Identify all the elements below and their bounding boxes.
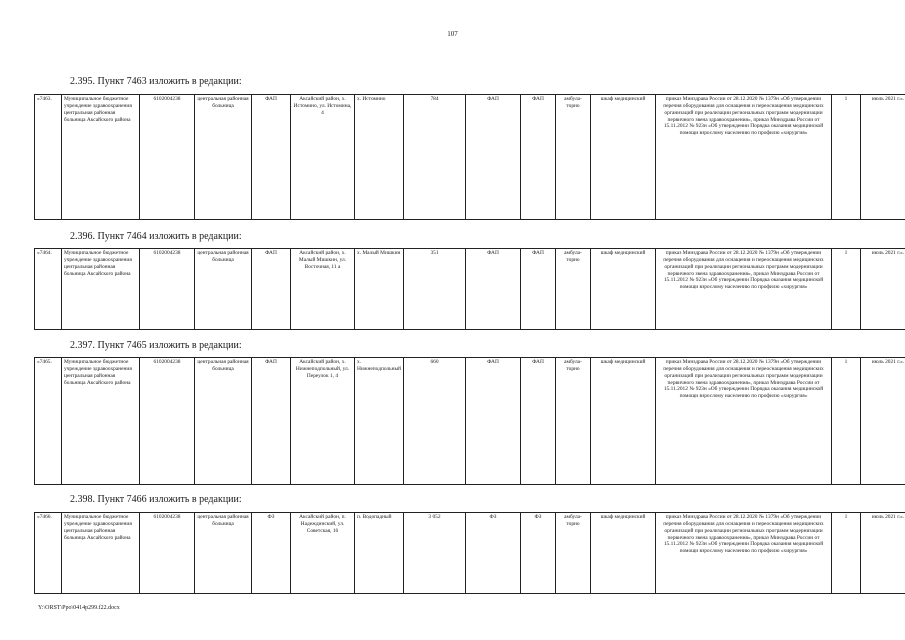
row-number: «7466.: [35, 513, 62, 594]
footer-file-path: Y:\ORST\Ppo\0414p299.f22.docx: [38, 605, 120, 611]
facility-type: ФЗ: [252, 513, 291, 594]
department: центральная районная больница: [195, 358, 252, 485]
legal-document: приказ Минздрава России от 28.12.2020 № 1379н «Об утверждении перечня оборудования для оснащения и переоснащения медицинских организаций при реализации региональных программ модернизации первичного звена здравоохранения», приказ Минздрава России от 15.11.2012 № 923н «Об утверждении Порядка оказания медицинской помощи взрослому населению по профилю «хирургия»: [656, 95, 832, 220]
locality: х. Нижнеподпольный: [355, 358, 404, 485]
quantity: 1: [832, 95, 861, 220]
current-facility: ФАП: [466, 358, 521, 485]
facility-type: ФАП: [252, 249, 291, 330]
current-facility: ФАП: [466, 95, 521, 220]
planned-facility: ФАП: [521, 358, 556, 485]
data-table: [34, 357, 905, 485]
inn: 6102004238: [140, 513, 195, 594]
date: июль 2021 г.».: [861, 358, 905, 485]
address: Аксайский район, х. Малый Мишкин, ул. Восточная, 11 а: [291, 249, 355, 330]
data-table: [34, 512, 905, 594]
equipment: шкаф медицинский: [591, 358, 656, 485]
population: 351: [404, 249, 466, 330]
quantity: 1: [832, 513, 861, 594]
department: центральная районная больница: [195, 95, 252, 220]
date: июль 2021 г.».: [861, 513, 905, 594]
date: июль 2021 г.».: [861, 249, 905, 330]
section-heading: 2.395. Пункт 7463 изложить в редакции:: [70, 76, 242, 87]
facility-type: ФАП: [252, 95, 291, 220]
condition: амбула-торно: [556, 513, 591, 594]
row-number: «7463.: [35, 95, 62, 220]
table-row: [35, 95, 905, 220]
condition: амбула-торно: [556, 249, 591, 330]
equipment: шкаф медицинский: [591, 513, 656, 594]
date: июль 2021 г.».: [861, 95, 905, 220]
department: центральная районная больница: [195, 249, 252, 330]
section-heading: 2.397. Пункт 7465 изложить в редакции:: [70, 340, 242, 351]
institution-name: Муниципальное бюджетное учреждение здравоохранения центральная районная больница Аксайского района: [62, 249, 140, 330]
quantity: 1: [832, 358, 861, 485]
address: Аксайский район, х. Нижнеподпольный, ул. Переулок 1, 4: [291, 358, 355, 485]
equipment: шкаф медицинский: [591, 249, 656, 330]
condition: амбула-торно: [556, 95, 591, 220]
section-heading: 2.398. Пункт 7466 изложить в редакции:: [70, 494, 242, 505]
planned-facility: ФАП: [521, 95, 556, 220]
table-row: [35, 513, 905, 594]
condition: амбула-торно: [556, 358, 591, 485]
locality: х. Малый Мишкин: [355, 249, 404, 330]
table-row: [35, 249, 905, 330]
population: 3 052: [404, 513, 466, 594]
institution-name: Муниципальное бюджетное учреждение здравоохранения центральная районная больница Аксайского района: [62, 95, 140, 220]
locality: х. Истомино: [355, 95, 404, 220]
legal-document: приказ Минздрава России от 28.12.2020 № 1379н «Об утверждении перечня оборудования для оснащения и переоснащения медицинских организаций при реализации региональных программ модернизации первичного звена здравоохранения», приказ Минздрава России от 15.11.2012 № 923н «Об утверждении Порядка оказания медицинской помощи взрослому населению по профилю «хирургия»: [656, 513, 832, 594]
institution-name: Муниципальное бюджетное учреждение здравоохранения центральная районная больница Аксайского района: [62, 358, 140, 485]
population: 784: [404, 95, 466, 220]
legal-document: приказ Минздрава России от 28.12.2020 № 1379н «Об утверждении перечня оборудования для оснащения и переоснащения медицинских организаций при реализации региональных программ модернизации первичного звена здравоохранения», приказ Минздрава России от 15.11.2012 № 923н «Об утверждении Порядка оказания медицинской помощи взрослому населению по профилю «хирургия»: [656, 358, 832, 485]
current-facility: ФЗ: [466, 513, 521, 594]
planned-facility: ФЗ: [521, 513, 556, 594]
facility-type: ФАП: [252, 358, 291, 485]
row-number: «7464.: [35, 249, 62, 330]
population: 660: [404, 358, 466, 485]
row-number: «7465.: [35, 358, 62, 485]
section-heading: 2.396. Пункт 7464 изложить в редакции:: [70, 231, 242, 242]
address: Аксайский район, п. Надеждинский, ул. Советская, 16: [291, 513, 355, 594]
current-facility: ФАП: [466, 249, 521, 330]
inn: 6102004238: [140, 95, 195, 220]
data-table: [34, 94, 905, 220]
quantity: 1: [832, 249, 861, 330]
table-row: [35, 358, 905, 485]
inn: 6102004238: [140, 249, 195, 330]
department: центральная районная больница: [195, 513, 252, 594]
planned-facility: ФАП: [521, 249, 556, 330]
locality: п. Водопадный: [355, 513, 404, 594]
institution-name: Муниципальное бюджетное учреждение здравоохранения центральная районная больница Аксайского района: [62, 513, 140, 594]
page-number: 107: [447, 30, 458, 38]
data-table: [34, 248, 905, 330]
inn: 6102004238: [140, 358, 195, 485]
equipment: шкаф медицинский: [591, 95, 656, 220]
legal-document: приказ Минздрава России от 28.12.2020 № 1379н «Об утверждении перечня оборудования для оснащения и переоснащения медицинских организаций при реализации региональных программ модернизации первичного звена здравоохранения», приказ Минздрава России от 15.11.2012 № 923н «Об утверждении Порядка оказания медицинской помощи взрослому населению по профилю «хирургия»: [656, 249, 832, 330]
address: Аксайский район, х. Истомино, ул. Истомина, 4: [291, 95, 355, 220]
